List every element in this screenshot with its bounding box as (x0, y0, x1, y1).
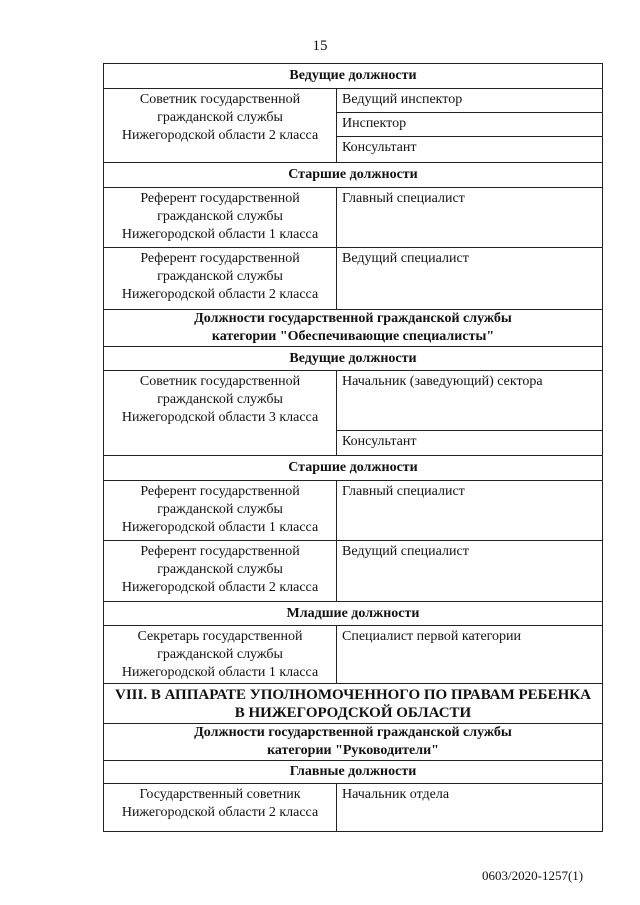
grade-cell (104, 626, 337, 684)
position-cell: Главный специалист (337, 188, 603, 248)
grade-line: Референт государственной (140, 191, 300, 206)
grade-cell (104, 188, 337, 248)
document-code: 0603/2020-1257(1) (482, 868, 584, 883)
grade-line: Референт государственной (140, 544, 300, 559)
position-cell: Ведущий специалист (337, 248, 603, 310)
grade-line: гражданской службы (157, 562, 283, 577)
grade-line: Нижегородской области 3 класса (121, 410, 319, 425)
position-cell: Инспектор (337, 113, 603, 137)
grade-line: Нижегородской области 2 класса (121, 128, 319, 143)
grade-line: гражданской службы (157, 502, 283, 517)
section-heading: Ведущие должности (104, 64, 603, 89)
grade-line: гражданской службы (157, 647, 283, 662)
grade-line: Нижегородской области 2 класса (121, 580, 319, 595)
grade-line: гражданской службы (157, 269, 283, 284)
category-line: категории "Руководители" (267, 743, 439, 758)
position-cell: Ведущий инспектор (337, 89, 603, 113)
grade-line: Нижегородской области 2 класса (121, 805, 319, 820)
category-line: Должности государственной гражданской службы (194, 725, 512, 740)
section-heading: Старшие должности (104, 163, 603, 188)
section-heading: Главные должности (104, 761, 603, 784)
grade-line: Нижегородской области 1 класса (121, 227, 319, 242)
position-cell: Главный специалист (337, 481, 603, 541)
grade-line: гражданской службы (157, 392, 283, 407)
part-line: В НИЖЕГОРОДСКОЙ ОБЛАСТИ (234, 704, 472, 721)
grade-line: Нижегородской области 1 класса (121, 520, 319, 535)
grade-cell (104, 541, 337, 602)
grade-line: гражданской службы (157, 209, 283, 224)
grade-line: Референт государственной (140, 484, 300, 499)
grade-line: Нижегородской области 1 класса (121, 665, 319, 680)
grade-cell (104, 248, 337, 310)
grade-line: Государственный советник (139, 787, 301, 802)
grade-cell (104, 89, 337, 163)
grade-cell (104, 481, 337, 541)
grade-cell (104, 371, 337, 456)
grade-line: Секретарь государственной (137, 629, 303, 644)
grade-line: Советник государственной (139, 374, 301, 389)
position-cell: Начальник (заведующий) сектора (337, 371, 603, 431)
page-number: 15 (312, 38, 328, 54)
part-line: VIII. В АППАРАТЕ УПОЛНОМОЧЕННОГО ПО ПРАВАМ РЕБЕНКА (114, 686, 591, 703)
grade-line: Советник государственной (139, 92, 301, 107)
category-heading (104, 310, 603, 347)
position-cell: Специалист первой категории (337, 626, 603, 684)
position-cell: Начальник отдела (337, 784, 603, 832)
section-heading: Ведущие должности (104, 347, 603, 371)
grade-line: гражданской службы (157, 110, 283, 125)
category-line: категории "Обеспечивающие специалисты" (211, 329, 495, 344)
position-cell: Ведущий специалист (337, 541, 603, 602)
section-heading: Младшие должности (104, 602, 603, 626)
category-line: Должности государственной гражданской службы (194, 311, 512, 326)
part-heading (104, 684, 603, 724)
category-heading (104, 724, 603, 761)
position-cell: Консультант (337, 137, 603, 163)
positions-table (103, 63, 603, 832)
section-heading: Старшие должности (104, 456, 603, 481)
grade-cell (104, 784, 337, 832)
position-cell: Консультант (337, 431, 603, 456)
grade-line: Референт государственной (140, 251, 300, 266)
grade-line: Нижегородской области 2 класса (121, 287, 319, 302)
